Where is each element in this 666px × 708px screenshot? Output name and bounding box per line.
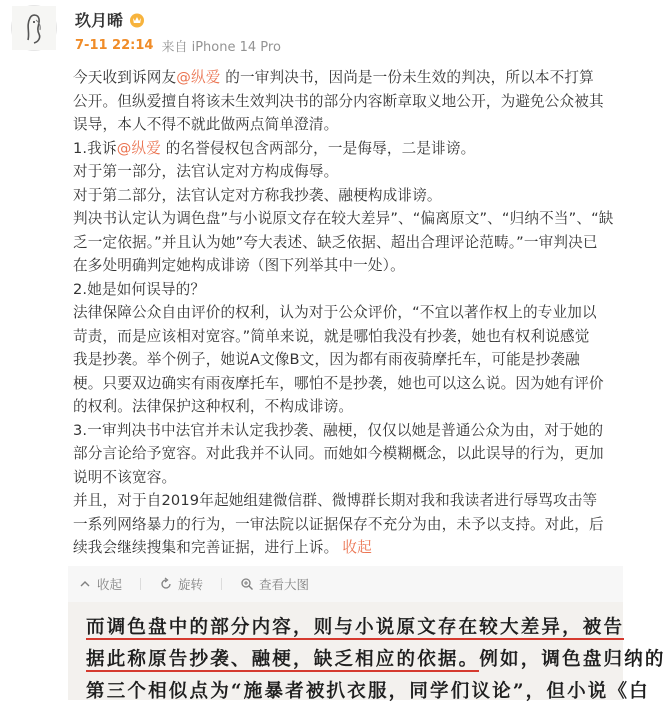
underlined-text: 据此称原告抄袭、融梗，缺乏相应的依据。 [86, 649, 480, 670]
toolbar-divider [140, 578, 141, 590]
post-text: 部分言论给予宽容。对此我并不认同。而她如今模糊概念，以此误导的行为，更加 [73, 445, 604, 462]
fold-text-link[interactable]: 收起 [342, 539, 372, 556]
vip-badge-icon [129, 12, 145, 28]
post-text-line [73, 442, 619, 466]
post-text: 法律保障公众自由评价的权利，认为对于公众评价，“不宜以著作权上的专业加以 [73, 304, 597, 321]
post-text-line [73, 489, 619, 513]
document-text [86, 612, 666, 708]
post-text: 2.她是如何误导的？ [73, 280, 206, 298]
post-text: 误导，本人不得不就此做两点简单澄清。 [73, 116, 339, 133]
post-header [0, 0, 623, 60]
image-toolbar [68, 566, 623, 602]
post-text-line [73, 513, 619, 537]
document-text-span: 例如，调色盘归纳的 [479, 649, 666, 670]
post-text: 的权利。法律保护这种权利，不构成诽谤。 [73, 398, 354, 415]
post-text: 苛责，而是应该相对宽容。”简单来说，就是哪怕我没有抄袭，她也有权利说感觉 [73, 327, 590, 345]
username-text[interactable]: 玖月晞 [75, 11, 124, 30]
post-text: 的一审判决书，因尚是一份未生效的判决，所以本不打算 [220, 69, 594, 86]
post-text: 3.一审判决书中法官并未认定我抄袭、融梗，仅仅以她是普通公众为由，对于她的 [73, 421, 604, 439]
post-text-line [73, 90, 619, 114]
document-line [86, 676, 650, 708]
post-text-line [73, 66, 619, 90]
post-text-line [73, 466, 619, 490]
post-text: 我是抄袭。举个例子，她说A文像B文，因为都有雨夜骑摩托车，可能是抄袭融 [73, 351, 580, 368]
post-text: 在多处明确判定她构成诽谤（图下列举其中一处）。 [73, 257, 405, 274]
collapse-button[interactable] [78, 575, 122, 593]
post-text-line [73, 348, 619, 372]
post-text: 对于第一部分，法官认定对方构成侮辱。 [73, 163, 339, 180]
document-line [86, 644, 666, 676]
magnify-icon [240, 577, 254, 591]
post-text-line [73, 184, 619, 208]
mention-link[interactable]: @纵爱 [176, 69, 221, 86]
post-text: 判决书认定认为调色盘”与小说原文存在较大差异”、“偏离原文”、“归纳不当”、“缺 [73, 210, 614, 227]
post-text-line [73, 278, 619, 302]
document-text-span: 第三个相似点为“施暴者被扒衣服，同学们议论”，但小说《白 [86, 681, 650, 702]
underlined-text: 而调色盘中的部分内容，则与小说原文存在较大差异，被告 [86, 617, 625, 638]
post-text-line [73, 536, 619, 560]
post-text-line [73, 419, 619, 443]
post-text: 今天收到诉网友 [73, 69, 177, 86]
post-text-line [73, 372, 619, 396]
rotate-button[interactable] [159, 575, 203, 593]
post-text-line [73, 395, 619, 419]
post-text-line [73, 160, 619, 184]
post-text: 公开。但纵爱擅自将该未生效判决书的部分内容断章取义地公开，为避免公众被其 [73, 92, 604, 110]
judgment-document-image[interactable] [68, 602, 666, 702]
post-text-line [73, 137, 619, 161]
rotate-label: 旋转 [178, 577, 204, 592]
rotate-icon [159, 577, 173, 591]
post-source: 来自 iPhone 14 Pro [161, 40, 281, 55]
document-line [86, 612, 626, 644]
post-text: 乏一定依据。”并且认为她”夸大表述、缺乏依据、超出合理评论范畴。”一审判决已 [73, 233, 598, 251]
post-text: 说明不该宽容。 [73, 468, 177, 486]
post-text: 续我会继续搜集和完善证据，进行上诉。 [73, 539, 339, 556]
post-text-line [73, 231, 619, 255]
post-content [73, 66, 619, 560]
post-text-line [73, 113, 619, 137]
post-text: 并且，对于自2019年起她组建微信群、微博群长期对我和我读者进行辱骂攻击等 [73, 492, 598, 509]
post-text: 的名誉侵权包含两部分，一是侮辱，二是诽谤。 [160, 139, 476, 157]
post-text: 1.我诉 [73, 139, 117, 157]
view-large-button[interactable] [240, 575, 309, 593]
post-time[interactable]: 7-11 22:14 [75, 38, 154, 53]
toolbar-divider [221, 578, 222, 590]
username[interactable] [75, 8, 145, 31]
post-text: 梗。只要双边确实有雨夜摩托车，哪怕不是抄袭，她也可以这么说。因为她有评价 [73, 374, 604, 392]
post-text: 对于第二部分，法官认定对方称我抄袭、融梗构成诽谤。 [73, 186, 442, 204]
post-text-line [73, 207, 619, 231]
avatar[interactable] [11, 5, 57, 51]
view-large-label: 查看大图 [259, 577, 310, 592]
post-text-line [73, 301, 619, 325]
collapse-icon [78, 577, 92, 591]
collapse-label: 收起 [97, 577, 123, 592]
post-text-line [73, 325, 619, 349]
post-text-line [73, 254, 619, 278]
post-meta [75, 36, 281, 55]
mention-link[interactable]: @纵爱 [116, 139, 161, 157]
avatar-illustration [12, 6, 56, 50]
post-text: 一系列网络暴力的行为，一审法院以证据保存不充分为由，未予以支持。对此，后 [73, 515, 604, 533]
